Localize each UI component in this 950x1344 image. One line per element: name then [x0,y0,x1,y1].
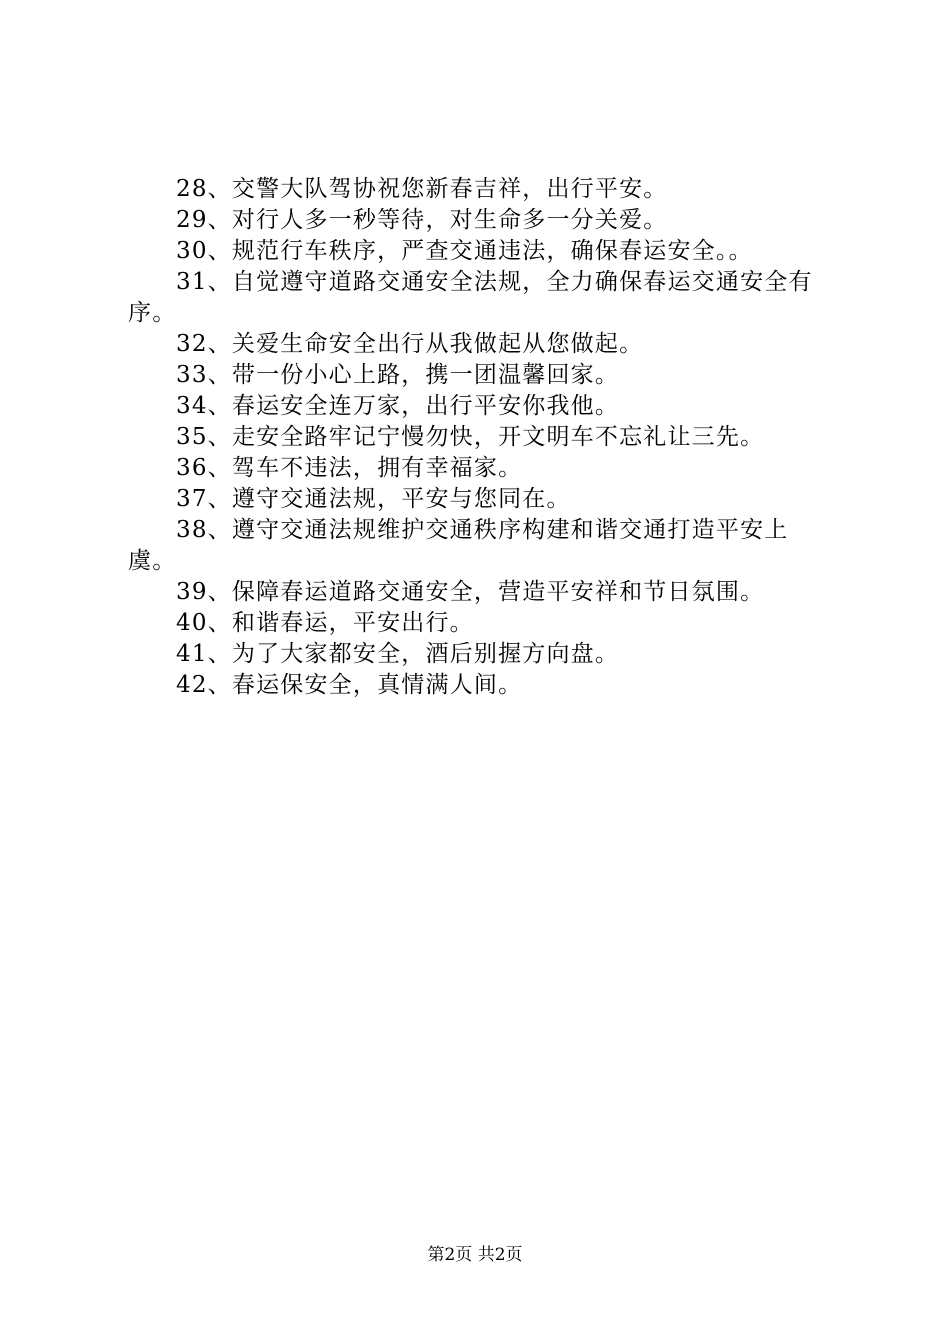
list-item: 33、带一份小心上路，携一团温馨回家。 [176,362,620,388]
document-body [128,174,833,701]
list-item: 40、和谐春运，平安出行。 [176,610,474,636]
list-item: 34、春运安全连万家，出行平安你我他。 [176,393,620,419]
list-item: 39、保障春运道路交通安全，营造平安祥和节日氛围。 [176,579,765,605]
list-item: 41、为了大家都安全，酒后别握方向盘。 [176,641,620,667]
list-item: 36、驾车不违法，拥有幸福家。 [176,455,523,481]
list-item: 35、走安全路牢记宁慢勿快，开文明车不忘礼让三先。 [176,424,765,450]
list-item: 31、自觉遵守道路交通安全法规，全力确保春运交通安全有序。 [128,269,813,326]
list-item: 32、关爱生命安全出行从我做起从您做起。 [176,331,644,357]
list-item: 29、对行人多一秒等待，对生命多一分关爱。 [176,207,668,233]
list-item: 30、规范行车秩序，严查交通违法，确保春运安全。。 [176,238,753,264]
list-item: 37、遵守交通法规，平安与您同在。 [176,486,571,512]
list-item: 28、交警大队驾协祝您新春吉祥，出行平安。 [176,176,668,202]
page-number-footer: 第2页 共2页 [427,1245,523,1265]
list-item: 42、春运保安全，真情满人间。 [176,672,523,698]
list-item: 38、遵守交通法规维护交通秩序构建和谐交通打造平安上虞。 [128,517,789,574]
